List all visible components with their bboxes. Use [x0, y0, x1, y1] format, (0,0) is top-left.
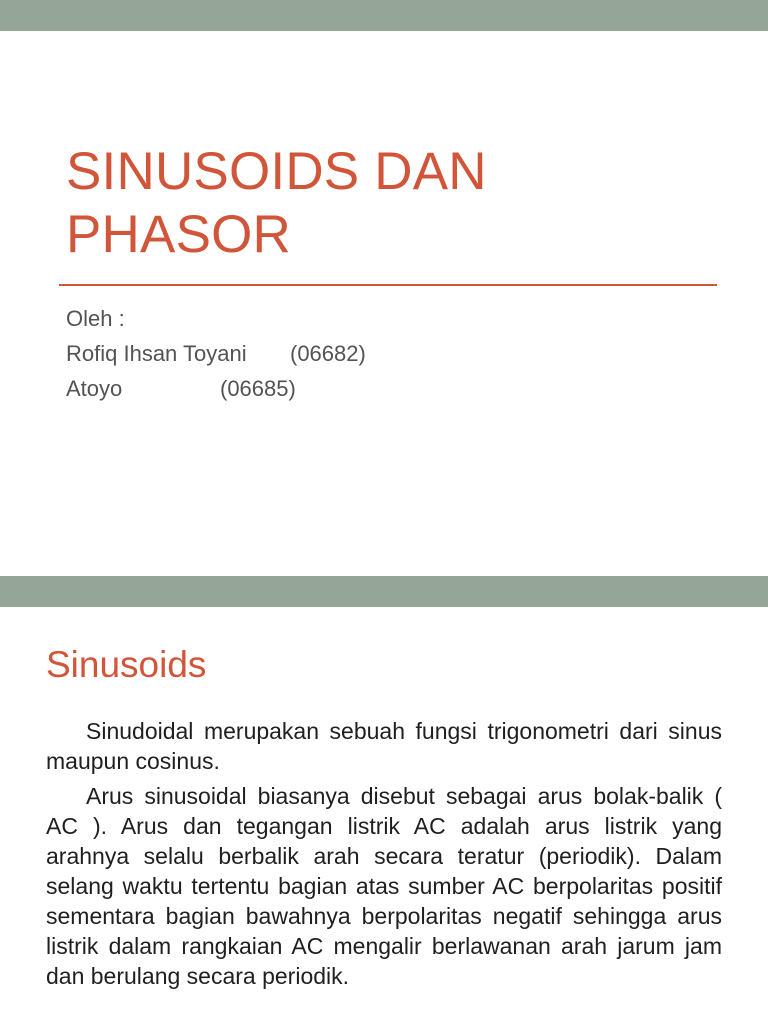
slide-title-heading	[66, 140, 726, 266]
body-paragraph: Sinudoidal merupakan sebuah fungsi trigonometri dari sinus maupun cosinus.	[46, 718, 722, 774]
author-row	[66, 336, 366, 371]
section-heading: Sinusoids	[46, 644, 207, 685]
slide-content	[0, 576, 768, 1024]
title-divider	[59, 284, 717, 286]
author-row	[66, 371, 366, 406]
by-label: Oleh :	[66, 306, 125, 331]
body-text	[46, 716, 722, 996]
author-name: Atoyo	[66, 376, 123, 401]
author-block	[66, 301, 366, 406]
body-paragraph: Arus sinusoidal biasanya disebut sebagai arus bolak-balik ( AC ). Arus dan tegangan listrik AC adalah arus listrik yang arahnya selalu berbalik arah secara teratur (periodik). Dalam selang waktu tertentu bagian atas sumber AC berpolaritas positif sementara bagian bawahnya berpolaritas negatif sehingga arus listrik dalam rangkaian AC mengalir berlawanan arah jarum jam dan berulang secara periodik.	[46, 783, 722, 989]
author-id: (06682)	[290, 341, 366, 366]
slide-header-bar	[0, 0, 768, 31]
slide-header-bar	[0, 576, 768, 607]
title-line-2: PHASOR	[66, 205, 292, 264]
title-line-1: SINUSOIDS DAN	[66, 142, 487, 201]
author-name: Rofiq Ihsan Toyani	[66, 341, 247, 366]
author-id: (06685)	[220, 376, 296, 401]
